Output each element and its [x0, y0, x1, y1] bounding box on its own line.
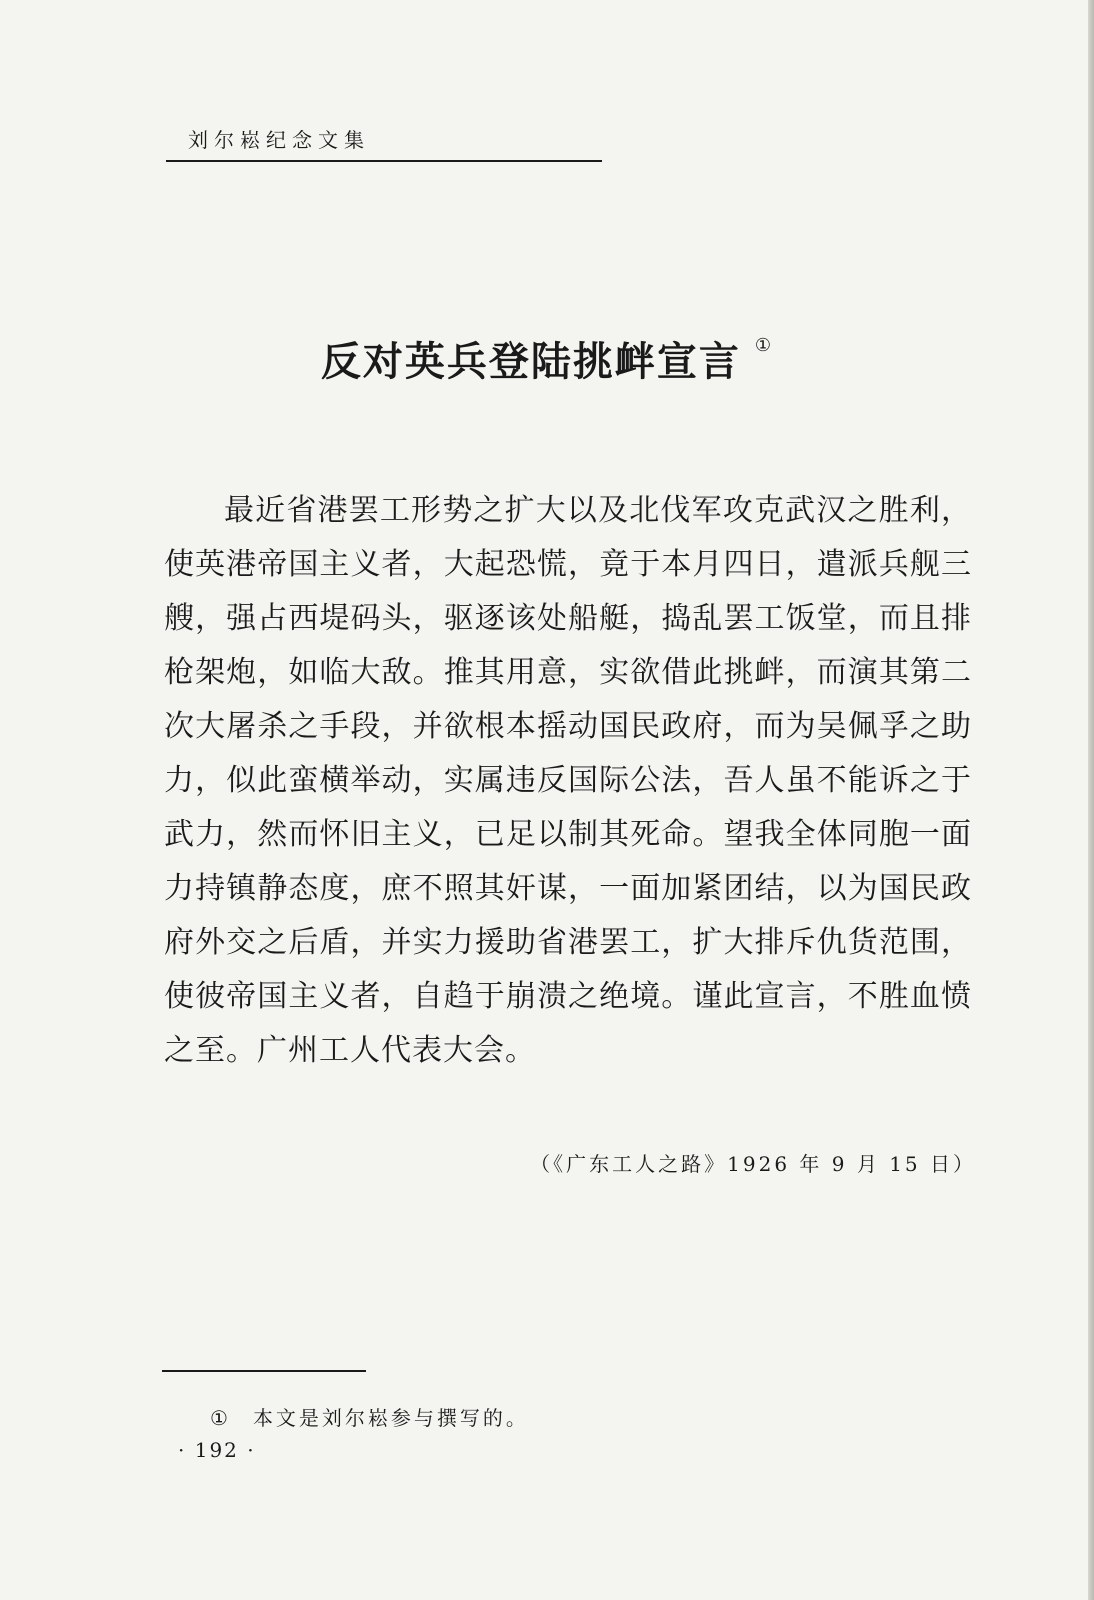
article-title: 反对英兵登陆挑衅宣言 [320, 339, 741, 385]
page-number: · 192 · [178, 1438, 256, 1462]
article-title-block [0, 330, 1094, 387]
page-edge [1088, 0, 1094, 1600]
article-body: 最近省港罢工形势之扩大以及北伐军攻克武汉之胜利，使英港帝国主义者，大起恐慌，竟于本月四日，遣派兵舰三艘，强占西堤码头，驱逐该处船艇，捣乱罢工饭堂，而且排枪架炮，如临大敌。推其用意，实欲借此挑衅，而演其第二次大屠杀之手段，并欲根本摇动国民政府，而为吴佩孚之助力，似此蛮横举动，实属违反国际公法，吾人虽不能诉之于武力，然而怀旧主义，已足以制其死命。望我全体同胞一面力持镇静态度，庶不照其奸谋，一面加紧团结，以为国民政府外交之后盾，并实力援助省港罢工，扩大排斥仇货范围，使彼帝国主义者，自趋于崩溃之绝境。谨此宣言，不胜血愤之至。广州工人代表大会。 [164, 493, 972, 1068]
header-rule [166, 160, 602, 162]
footnote-text: 本文是刘尔崧参与撰写的。 [252, 1406, 529, 1430]
title-footnote-marker: ① [754, 335, 774, 356]
footnote [210, 1402, 529, 1431]
source-citation: （《广东工人之路》1926 年 9 月 15 日） [530, 1152, 976, 1176]
running-header: 刘尔崧纪念文集 [188, 128, 370, 152]
footnote-rule [162, 1370, 366, 1372]
footnote-marker: ① [210, 1406, 231, 1430]
